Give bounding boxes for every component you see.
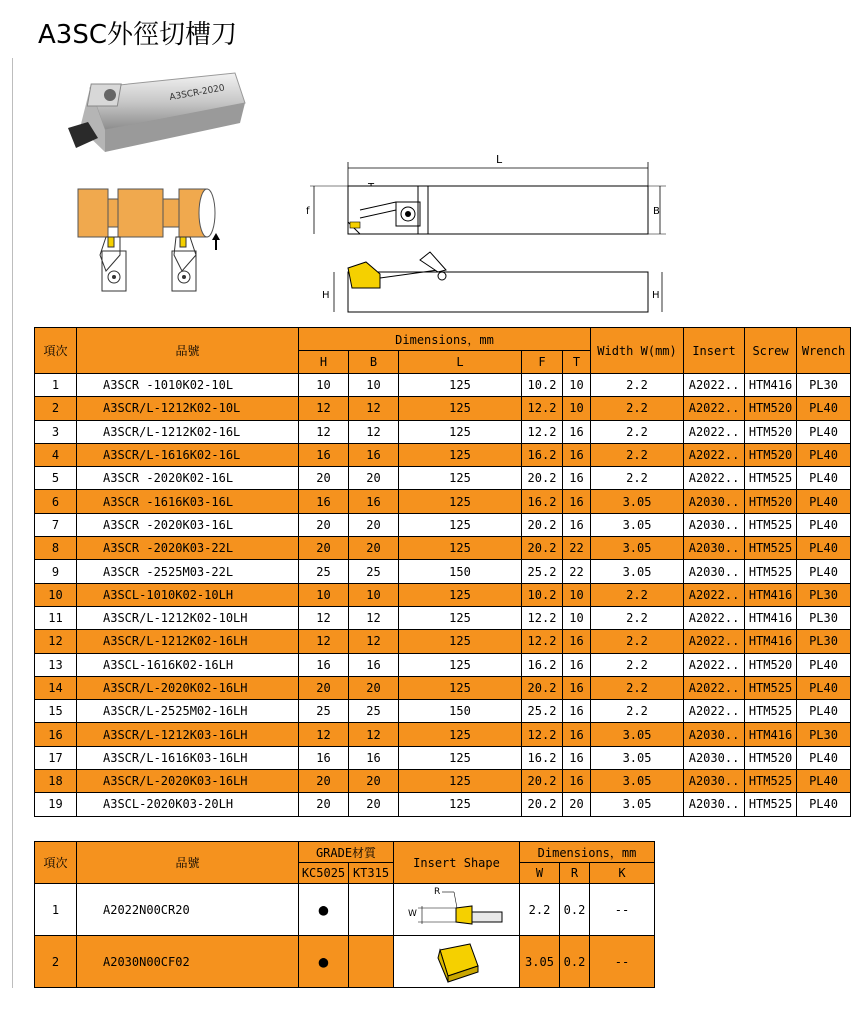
cell-B: 12	[349, 397, 399, 420]
cell-part: A3SCR/L-2525M02-16LH	[77, 700, 299, 723]
left-rule	[12, 58, 13, 988]
cell-T: 16	[563, 420, 591, 443]
cell-wrench: PL40	[797, 397, 851, 420]
cell-wrench: PL40	[797, 653, 851, 676]
insert-table	[34, 841, 655, 988]
cell-T: 16	[563, 467, 591, 490]
cell-T: 16	[563, 490, 591, 513]
cell-L: 125	[399, 746, 522, 769]
cell-screw: HTM520	[745, 490, 797, 513]
insert-cell-W: 3.05	[520, 936, 560, 988]
cell-W: 3.05	[591, 490, 684, 513]
insert-cell-no: 1	[35, 884, 77, 936]
insert-cell-W: 2.2	[520, 884, 560, 936]
cell-insert: A2030..	[684, 723, 745, 746]
cell-screw: HTM525	[745, 537, 797, 560]
insert-header-grade: GRADE材質	[299, 842, 394, 863]
cell-wrench: PL40	[797, 793, 851, 816]
cell-B: 12	[349, 606, 399, 629]
cell-no: 19	[35, 793, 77, 816]
cell-B: 16	[349, 746, 399, 769]
cell-no: 11	[35, 606, 77, 629]
cell-W: 2.2	[591, 606, 684, 629]
cell-H: 16	[299, 653, 349, 676]
cell-part: A3SCR/L-1212K02-10LH	[77, 606, 299, 629]
cell-L: 125	[399, 537, 522, 560]
cell-H: 25	[299, 700, 349, 723]
cell-screw: HTM520	[745, 397, 797, 420]
cell-H: 12	[299, 630, 349, 653]
insert-header-shape: Insert Shape	[394, 842, 520, 884]
cell-B: 20	[349, 467, 399, 490]
cell-insert: A2030..	[684, 560, 745, 583]
cell-W: 2.2	[591, 630, 684, 653]
cell-W: 2.2	[591, 374, 684, 397]
cell-part: A3SCR/L-1212K02-16L	[77, 420, 299, 443]
cell-T: 20	[563, 793, 591, 816]
cell-W: 3.05	[591, 537, 684, 560]
cell-screw: HTM416	[745, 374, 797, 397]
header-insert: Insert	[684, 328, 745, 374]
cell-wrench: PL40	[797, 560, 851, 583]
table-row	[35, 560, 851, 583]
cell-L: 125	[399, 653, 522, 676]
cell-wrench: PL40	[797, 443, 851, 466]
tool-marking: A3SCR-2020	[168, 83, 226, 103]
page-title: A3SC外徑切槽刀	[38, 20, 237, 50]
table-row	[35, 770, 851, 793]
cell-B: 10	[349, 374, 399, 397]
dim-B-label: B	[653, 206, 660, 217]
cell-H: 20	[299, 467, 349, 490]
cell-T: 10	[563, 374, 591, 397]
cell-L: 125	[399, 676, 522, 699]
header-width: Width W(mm)	[591, 328, 684, 374]
cell-H: 16	[299, 746, 349, 769]
cell-wrench: PL30	[797, 374, 851, 397]
table-row	[35, 676, 851, 699]
cell-W: 2.2	[591, 397, 684, 420]
cell-wrench: PL40	[797, 770, 851, 793]
table-row	[35, 746, 851, 769]
cell-B: 12	[349, 630, 399, 653]
cell-no: 13	[35, 653, 77, 676]
cell-B: 16	[349, 443, 399, 466]
cell-L: 125	[399, 397, 522, 420]
cell-no: 7	[35, 513, 77, 536]
header-item: 項次	[35, 328, 77, 374]
cell-T: 10	[563, 583, 591, 606]
cell-no: 9	[35, 560, 77, 583]
cell-B: 12	[349, 420, 399, 443]
cell-B: 10	[349, 583, 399, 606]
table-row	[35, 723, 851, 746]
cell-wrench: PL40	[797, 700, 851, 723]
cell-B: 16	[349, 653, 399, 676]
cell-part: A3SCL-2020K03-20LH	[77, 793, 299, 816]
cell-screw: HTM520	[745, 653, 797, 676]
cell-wrench: PL40	[797, 467, 851, 490]
insert-header-W: W	[520, 863, 560, 884]
table-row	[35, 374, 851, 397]
cell-part: A3SCR/L-1212K02-16LH	[77, 630, 299, 653]
header-dimensions: Dimensions，mm	[299, 328, 591, 351]
cell-L: 125	[399, 513, 522, 536]
cell-screw: HTM416	[745, 630, 797, 653]
cell-wrench: PL30	[797, 630, 851, 653]
table-row	[35, 653, 851, 676]
table-row	[35, 793, 851, 816]
cell-F: 25.2	[522, 560, 563, 583]
cell-T: 16	[563, 513, 591, 536]
cell-H: 20	[299, 676, 349, 699]
cell-B: 20	[349, 770, 399, 793]
cell-F: 20.2	[522, 770, 563, 793]
insert-header-kc5025: KC5025	[299, 863, 349, 884]
dimension-drawing	[300, 152, 672, 312]
cell-part: A3SCL-1010K02-10LH	[77, 583, 299, 606]
cell-B: 16	[349, 490, 399, 513]
cell-insert: A2030..	[684, 746, 745, 769]
cell-wrench: PL40	[797, 537, 851, 560]
cell-T: 22	[563, 537, 591, 560]
cell-W: 2.2	[591, 467, 684, 490]
cell-W: 2.2	[591, 700, 684, 723]
cell-W: 3.05	[591, 746, 684, 769]
cell-T: 16	[563, 770, 591, 793]
header-H: H	[299, 351, 349, 374]
cell-screw: HTM525	[745, 700, 797, 723]
cell-L: 125	[399, 467, 522, 490]
cell-insert: A2022..	[684, 583, 745, 606]
cell-L: 150	[399, 560, 522, 583]
cell-insert: A2022..	[684, 700, 745, 723]
cell-H: 16	[299, 490, 349, 513]
insert-cell-R: 0.2	[560, 884, 590, 936]
insert-shape-3d	[402, 936, 512, 984]
cell-part: A3SCL-1616K02-16LH	[77, 653, 299, 676]
cell-insert: A2022..	[684, 467, 745, 490]
cell-B: 20	[349, 793, 399, 816]
cell-screw: HTM525	[745, 676, 797, 699]
cell-T: 16	[563, 676, 591, 699]
cell-W: 3.05	[591, 723, 684, 746]
cell-wrench: PL30	[797, 723, 851, 746]
cell-H: 25	[299, 560, 349, 583]
insert-cell-kt315	[349, 884, 394, 936]
cell-insert: A2030..	[684, 513, 745, 536]
cell-screw: HTM416	[745, 583, 797, 606]
cell-no: 8	[35, 537, 77, 560]
cell-T: 16	[563, 443, 591, 466]
cell-insert: A2022..	[684, 653, 745, 676]
cell-W: 2.2	[591, 443, 684, 466]
cell-no: 1	[35, 374, 77, 397]
cell-L: 125	[399, 420, 522, 443]
table-row	[35, 537, 851, 560]
insert-cell-part: A2022N00CR20	[77, 884, 299, 936]
insert-cell-K: --	[590, 936, 655, 988]
table-row	[35, 420, 851, 443]
cell-insert: A2030..	[684, 537, 745, 560]
table-row	[35, 583, 851, 606]
cell-part: A3SCR/L-1616K03-16LH	[77, 746, 299, 769]
cell-part: A3SCR -1010K02-10L	[77, 374, 299, 397]
cell-W: 3.05	[591, 770, 684, 793]
cell-L: 125	[399, 583, 522, 606]
cell-wrench: PL30	[797, 583, 851, 606]
insert-header-R: R	[560, 863, 590, 884]
cell-F: 16.2	[522, 443, 563, 466]
header-screw: Screw	[745, 328, 797, 374]
cell-W: 3.05	[591, 560, 684, 583]
cell-part: A3SCR/L-2020K03-16LH	[77, 770, 299, 793]
cell-T: 16	[563, 630, 591, 653]
header-B: B	[349, 351, 399, 374]
header-part-no: 品號	[77, 328, 299, 374]
insert-header-dimensions: Dimensions，mm	[520, 842, 655, 863]
cell-insert: A2022..	[684, 374, 745, 397]
header-L: L	[399, 351, 522, 374]
cell-B: 20	[349, 513, 399, 536]
insert-cell-kc5025: ●	[299, 936, 349, 988]
dim-L-label: L	[496, 153, 503, 166]
table-row	[35, 467, 851, 490]
cell-no: 18	[35, 770, 77, 793]
cell-T: 22	[563, 560, 591, 583]
cell-insert: A2022..	[684, 397, 745, 420]
cell-T: 16	[563, 700, 591, 723]
table-row	[35, 490, 851, 513]
cell-screw: HTM520	[745, 420, 797, 443]
cell-B: 25	[349, 700, 399, 723]
cell-F: 10.2	[522, 583, 563, 606]
cell-part: A3SCR/L-1212K03-16LH	[77, 723, 299, 746]
insert-row	[35, 936, 655, 988]
cell-L: 125	[399, 793, 522, 816]
cell-no: 10	[35, 583, 77, 606]
cell-insert: A2030..	[684, 490, 745, 513]
cell-F: 12.2	[522, 397, 563, 420]
cell-insert: A2022..	[684, 443, 745, 466]
cell-W: 2.2	[591, 676, 684, 699]
cell-screw: HTM520	[745, 443, 797, 466]
cell-H: 20	[299, 537, 349, 560]
cell-H: 12	[299, 397, 349, 420]
cell-B: 12	[349, 723, 399, 746]
cell-L: 125	[399, 723, 522, 746]
table-row	[35, 606, 851, 629]
cell-L: 150	[399, 700, 522, 723]
cell-screw: HTM416	[745, 606, 797, 629]
cell-wrench: PL30	[797, 606, 851, 629]
cell-W: 2.2	[591, 583, 684, 606]
workpiece-diagram	[70, 185, 230, 310]
cell-H: 20	[299, 770, 349, 793]
cell-F: 12.2	[522, 606, 563, 629]
cell-part: A3SCR/L-2020K02-16LH	[77, 676, 299, 699]
spec-table	[34, 327, 851, 817]
cell-screw: HTM525	[745, 560, 797, 583]
cell-F: 12.2	[522, 420, 563, 443]
cell-F: 20.2	[522, 467, 563, 490]
insert-header-kt315: KT315	[349, 863, 394, 884]
cell-B: 20	[349, 537, 399, 560]
insert-row	[35, 884, 655, 936]
cell-part: A3SCR -2020K03-22L	[77, 537, 299, 560]
cell-L: 125	[399, 374, 522, 397]
cell-no: 5	[35, 467, 77, 490]
cell-F: 20.2	[522, 793, 563, 816]
table-row	[35, 700, 851, 723]
cell-H: 20	[299, 513, 349, 536]
cell-T: 10	[563, 606, 591, 629]
cell-B: 20	[349, 676, 399, 699]
insert-shape-cell	[394, 936, 520, 988]
table-row	[35, 513, 851, 536]
dim-H-left-label: H	[322, 290, 330, 301]
cell-B: 25	[349, 560, 399, 583]
cell-W: 3.05	[591, 513, 684, 536]
cell-no: 15	[35, 700, 77, 723]
cell-T: 16	[563, 723, 591, 746]
cell-part: A3SCR -1616K03-16L	[77, 490, 299, 513]
cell-H: 16	[299, 443, 349, 466]
cell-L: 125	[399, 443, 522, 466]
cell-screw: HTM525	[745, 513, 797, 536]
cell-H: 10	[299, 583, 349, 606]
insert-cell-kt315	[349, 936, 394, 988]
cell-no: 12	[35, 630, 77, 653]
cell-wrench: PL40	[797, 513, 851, 536]
cell-F: 12.2	[522, 630, 563, 653]
cell-T: 10	[563, 397, 591, 420]
dim-H-right-label: H	[652, 290, 660, 301]
cell-H: 12	[299, 606, 349, 629]
cell-F: 16.2	[522, 653, 563, 676]
table-row	[35, 397, 851, 420]
cell-H: 12	[299, 420, 349, 443]
cell-part: A3SCR -2020K03-16L	[77, 513, 299, 536]
tool-photo	[50, 68, 250, 183]
insert-cell-K: --	[590, 884, 655, 936]
dim-f-label: f	[306, 206, 310, 217]
cell-F: 20.2	[522, 676, 563, 699]
insert-cell-no: 2	[35, 936, 77, 988]
cell-H: 20	[299, 793, 349, 816]
cell-no: 2	[35, 397, 77, 420]
cell-H: 10	[299, 374, 349, 397]
cell-screw: HTM525	[745, 770, 797, 793]
cell-screw: HTM520	[745, 746, 797, 769]
cell-part: A3SCR -2020K02-16L	[77, 467, 299, 490]
cell-H: 12	[299, 723, 349, 746]
shape-R-label: R	[433, 887, 440, 897]
cell-screw: HTM416	[745, 723, 797, 746]
header-wrench: Wrench	[797, 328, 851, 374]
cell-insert: A2030..	[684, 770, 745, 793]
cell-F: 10.2	[522, 374, 563, 397]
cell-no: 6	[35, 490, 77, 513]
cell-no: 14	[35, 676, 77, 699]
cell-L: 125	[399, 770, 522, 793]
table-row	[35, 630, 851, 653]
insert-header-item: 項次	[35, 842, 77, 884]
insert-cell-part: A2030N00CF02	[77, 936, 299, 988]
cell-screw: HTM525	[745, 793, 797, 816]
cell-no: 17	[35, 746, 77, 769]
cell-wrench: PL40	[797, 746, 851, 769]
insert-cell-R: 0.2	[560, 936, 590, 988]
cell-W: 2.2	[591, 420, 684, 443]
cell-insert: A2022..	[684, 420, 745, 443]
cell-T: 16	[563, 653, 591, 676]
cell-W: 3.05	[591, 793, 684, 816]
insert-shape-drawing	[402, 884, 512, 932]
insert-shape-cell	[394, 884, 520, 936]
table-row	[35, 443, 851, 466]
cell-F: 25.2	[522, 700, 563, 723]
shape-W-label: W	[407, 909, 417, 919]
cell-insert: A2022..	[684, 606, 745, 629]
cell-wrench: PL40	[797, 676, 851, 699]
cell-no: 3	[35, 420, 77, 443]
cell-T: 16	[563, 746, 591, 769]
header-F: F	[522, 351, 563, 374]
cell-part: A3SCR -2525M03-22L	[77, 560, 299, 583]
cell-no: 4	[35, 443, 77, 466]
insert-header-part-no: 品號	[77, 842, 299, 884]
cell-F: 16.2	[522, 490, 563, 513]
cell-wrench: PL40	[797, 490, 851, 513]
cell-part: A3SCR/L-1616K02-16L	[77, 443, 299, 466]
cell-insert: A2030..	[684, 793, 745, 816]
cell-F: 20.2	[522, 537, 563, 560]
cell-F: 12.2	[522, 723, 563, 746]
cell-F: 16.2	[522, 746, 563, 769]
header-T: T	[563, 351, 591, 374]
cell-L: 125	[399, 630, 522, 653]
cell-part: A3SCR/L-1212K02-10L	[77, 397, 299, 420]
cell-wrench: PL40	[797, 420, 851, 443]
cell-L: 125	[399, 490, 522, 513]
cell-L: 125	[399, 606, 522, 629]
cell-screw: HTM525	[745, 467, 797, 490]
cell-no: 16	[35, 723, 77, 746]
cell-W: 2.2	[591, 653, 684, 676]
insert-cell-kc5025: ●	[299, 884, 349, 936]
cell-F: 20.2	[522, 513, 563, 536]
cell-insert: A2022..	[684, 676, 745, 699]
insert-header-K: K	[590, 863, 655, 884]
cell-insert: A2022..	[684, 630, 745, 653]
